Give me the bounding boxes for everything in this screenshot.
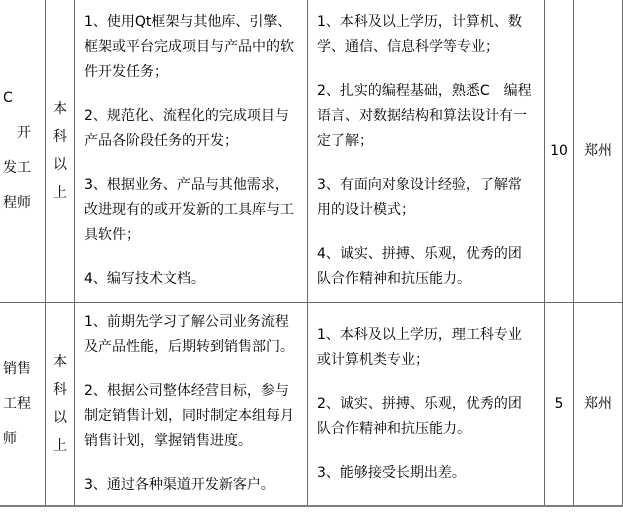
requirements-cell: 1、本科及以上学历，计算机、数学、通信、信息科学等专业； 2、扎实的编程基础，熟悉C 编程语言、对数据结构和算法设计有一定了解； 3、有面向对象设计经验，了解常用的设计模式； 4、诚实、拼搏、乐观，优秀的团队合作精神和抗压能力。 <box>308 0 545 303</box>
job-title-cell: C 开 发工 程师 <box>0 0 46 303</box>
location-cell: 郑州 <box>574 303 623 505</box>
location-cell: 郑州 <box>574 0 623 303</box>
education-cell: 本 科 以 上 <box>46 303 75 505</box>
education-cell: 本 科 以 上 <box>46 0 75 303</box>
duties-cell: 1、使用Qt框架与其他库、引擎、框架或平台完成项目与产品中的软件开发任务； 2、规范化、流程化的完成项目与产品各阶段任务的开发； 3、根据业务、产品与其他需求，改进现有的或开发新的工具库与工具软件； 4、编写技术文档。 <box>75 0 308 303</box>
requirements-cell: 1、本科及以上学历，理工科专业或计算机类专业； 2、诚实、拼搏、乐观，优秀的团队合作精神和抗压能力。 3、能够接受长期出差。 <box>308 303 545 505</box>
headcount-cell: 5 <box>545 303 574 505</box>
job-title-cell: 销售 工程 师 <box>0 303 46 505</box>
duties-cell: 1、前期先学习了解公司业务流程及产品性能，后期转到销售部门。 2、根据公司整体经营目标，参与制定销售计划，同时制定本组每月销售计划，掌握销售进度。 3、通过各种渠道开发新客户。 <box>75 303 308 505</box>
headcount-cell: 10 <box>545 0 574 303</box>
